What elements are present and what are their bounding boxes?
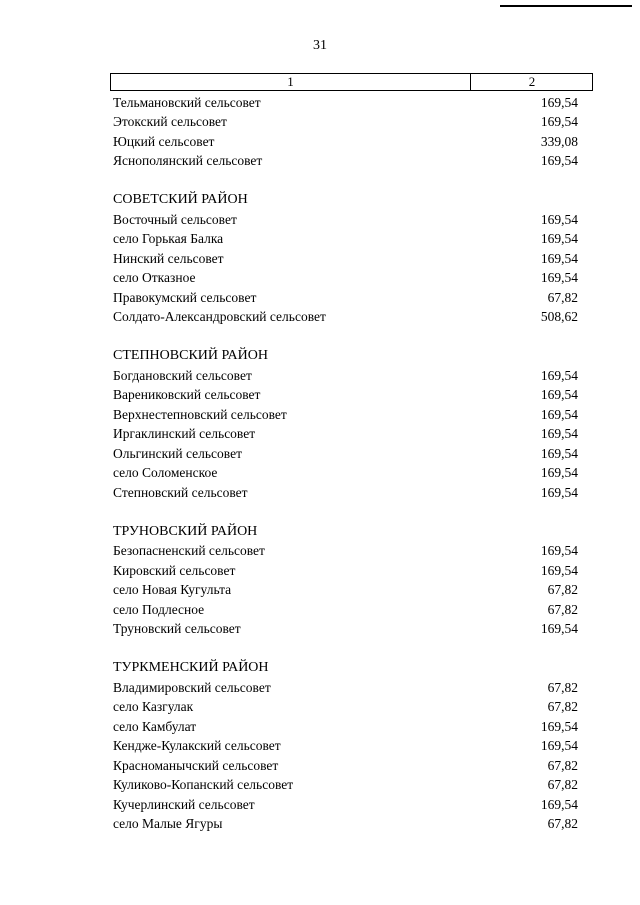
settlement-value: 169,54 [540, 621, 578, 637]
table-row [113, 678, 578, 698]
settlement-name: село Подлесное [113, 601, 205, 617]
settlement-name: Правокумский сельсовет [113, 289, 257, 305]
settlement-value: 169,54 [540, 211, 578, 227]
table-row [113, 132, 578, 152]
table-row [113, 425, 578, 445]
table-row [113, 405, 578, 425]
table-row [113, 230, 578, 250]
settlement-name: Труновский сельсовет [113, 621, 241, 637]
settlement-value: 67,82 [547, 601, 578, 617]
settlement-value: 67,82 [547, 679, 578, 695]
section-gap [113, 171, 578, 190]
settlement-value: 169,54 [540, 406, 578, 422]
settlement-value: 169,54 [540, 231, 578, 247]
settlement-name: Кучерлинский сельсовет [113, 796, 255, 812]
table-row [113, 561, 578, 581]
table-row [113, 288, 578, 308]
settlement-value: 169,54 [540, 796, 578, 812]
table-row [113, 113, 578, 133]
settlement-name: Богдановский сельсовет [113, 367, 252, 383]
table-row [113, 815, 578, 835]
settlement-value: 339,08 [540, 133, 578, 149]
settlement-value: 169,54 [540, 562, 578, 578]
settlement-name: село Малые Ягуры [113, 816, 223, 832]
settlement-name: Безопасненский сельсовет [113, 543, 265, 559]
settlement-name: Владимировский сельсовет [113, 679, 271, 695]
table-row [113, 600, 578, 620]
table-header [110, 73, 593, 91]
settlement-name: Куликово-Копанский сельсовет [113, 777, 294, 793]
settlement-value: 169,54 [540, 153, 578, 169]
settlement-name: Красноманычский сельсовет [113, 757, 279, 773]
section-gap [113, 503, 578, 522]
settlement-value: 169,54 [540, 270, 578, 286]
table-row [113, 210, 578, 230]
settlement-name: Яснополянский сельсовет [113, 153, 263, 169]
table-row [113, 249, 578, 269]
table-row [113, 776, 578, 796]
settlement-name: село Соломенское [113, 465, 218, 481]
table-row [113, 93, 578, 113]
settlement-name: Верхнестепновский сельсовет [113, 406, 287, 422]
table-row [113, 444, 578, 464]
settlement-value: 169,54 [540, 718, 578, 734]
settlement-value: 169,54 [540, 445, 578, 461]
table-header-col1: 1 [287, 74, 294, 89]
district-heading: ТУРКМЕНСКИЙ РАЙОН [113, 660, 269, 675]
table-row [113, 483, 578, 503]
table-row [113, 620, 578, 640]
settlement-value: 67,82 [547, 757, 578, 773]
settlement-name: Степновский сельсовет [113, 484, 248, 500]
settlement-value: 169,54 [540, 543, 578, 559]
settlement-value: 169,54 [540, 250, 578, 266]
table-row [113, 795, 578, 815]
settlement-name: Ольгинский сельсовет [113, 445, 242, 461]
settlement-value: 169,54 [540, 465, 578, 481]
settlement-name: село Горькая Балка [113, 231, 224, 247]
section-gap [113, 639, 578, 658]
settlement-name: Кендже-Кулакский сельсовет [113, 738, 281, 754]
settlement-name: село Отказное [113, 270, 196, 286]
table-row [113, 717, 578, 737]
settlement-value: 67,82 [547, 777, 578, 793]
settlement-value: 169,54 [540, 387, 578, 403]
settlement-value: 169,54 [540, 738, 578, 754]
settlement-name: Нинский сельсовет [113, 250, 224, 266]
settlement-value: 169,54 [540, 367, 578, 383]
settlement-value: 67,82 [547, 582, 578, 598]
table-row [113, 308, 578, 328]
settlement-name: Этокский сельсовет [113, 114, 227, 130]
district-heading: СОВЕТСКИЙ РАЙОН [113, 192, 248, 207]
table-header-col2: 2 [528, 74, 536, 89]
settlement-name: Тельмановский сельсовет [113, 94, 261, 110]
settlement-value: 169,54 [540, 426, 578, 442]
settlement-value: 67,82 [547, 816, 578, 832]
settlement-name: Солдато-Александровский сельсовет [113, 309, 326, 325]
settlement-value: 508,62 [540, 309, 578, 325]
settlement-value: 169,54 [540, 484, 578, 500]
section-gap [113, 327, 578, 346]
district-heading: ТРУНОВСКИЙ РАЙОН [113, 523, 258, 539]
table-row [113, 269, 578, 289]
settlement-name: Варениковский сельсовет [113, 387, 261, 403]
page-number: 31 [313, 38, 327, 53]
table-row [113, 464, 578, 484]
settlement-table [113, 93, 578, 834]
table-row [113, 386, 578, 406]
settlement-value: 67,82 [547, 289, 578, 305]
district-heading: СТЕПНОВСКИЙ РАЙОН [113, 348, 268, 363]
settlement-name: село Камбулат [113, 718, 197, 734]
table-row [113, 698, 578, 718]
settlement-value: 169,54 [540, 94, 578, 110]
settlement-value: 67,82 [547, 699, 578, 715]
table-row [113, 737, 578, 757]
settlement-name: Иргаклинский сельсовет [113, 426, 256, 442]
settlement-name: село Новая Кугульта [113, 582, 232, 598]
table-row [113, 152, 578, 172]
table-row [113, 366, 578, 386]
settlement-name: Юцкий сельсовет [113, 133, 215, 149]
table-row [113, 542, 578, 562]
settlement-value: 169,54 [540, 114, 578, 130]
settlement-name: Восточный сельсовет [113, 211, 237, 227]
table-row [113, 756, 578, 776]
top-rule [500, 5, 632, 7]
table-row [113, 581, 578, 601]
settlement-name: село Казгулак [113, 699, 194, 715]
settlement-name: Кировский сельсовет [113, 562, 236, 578]
